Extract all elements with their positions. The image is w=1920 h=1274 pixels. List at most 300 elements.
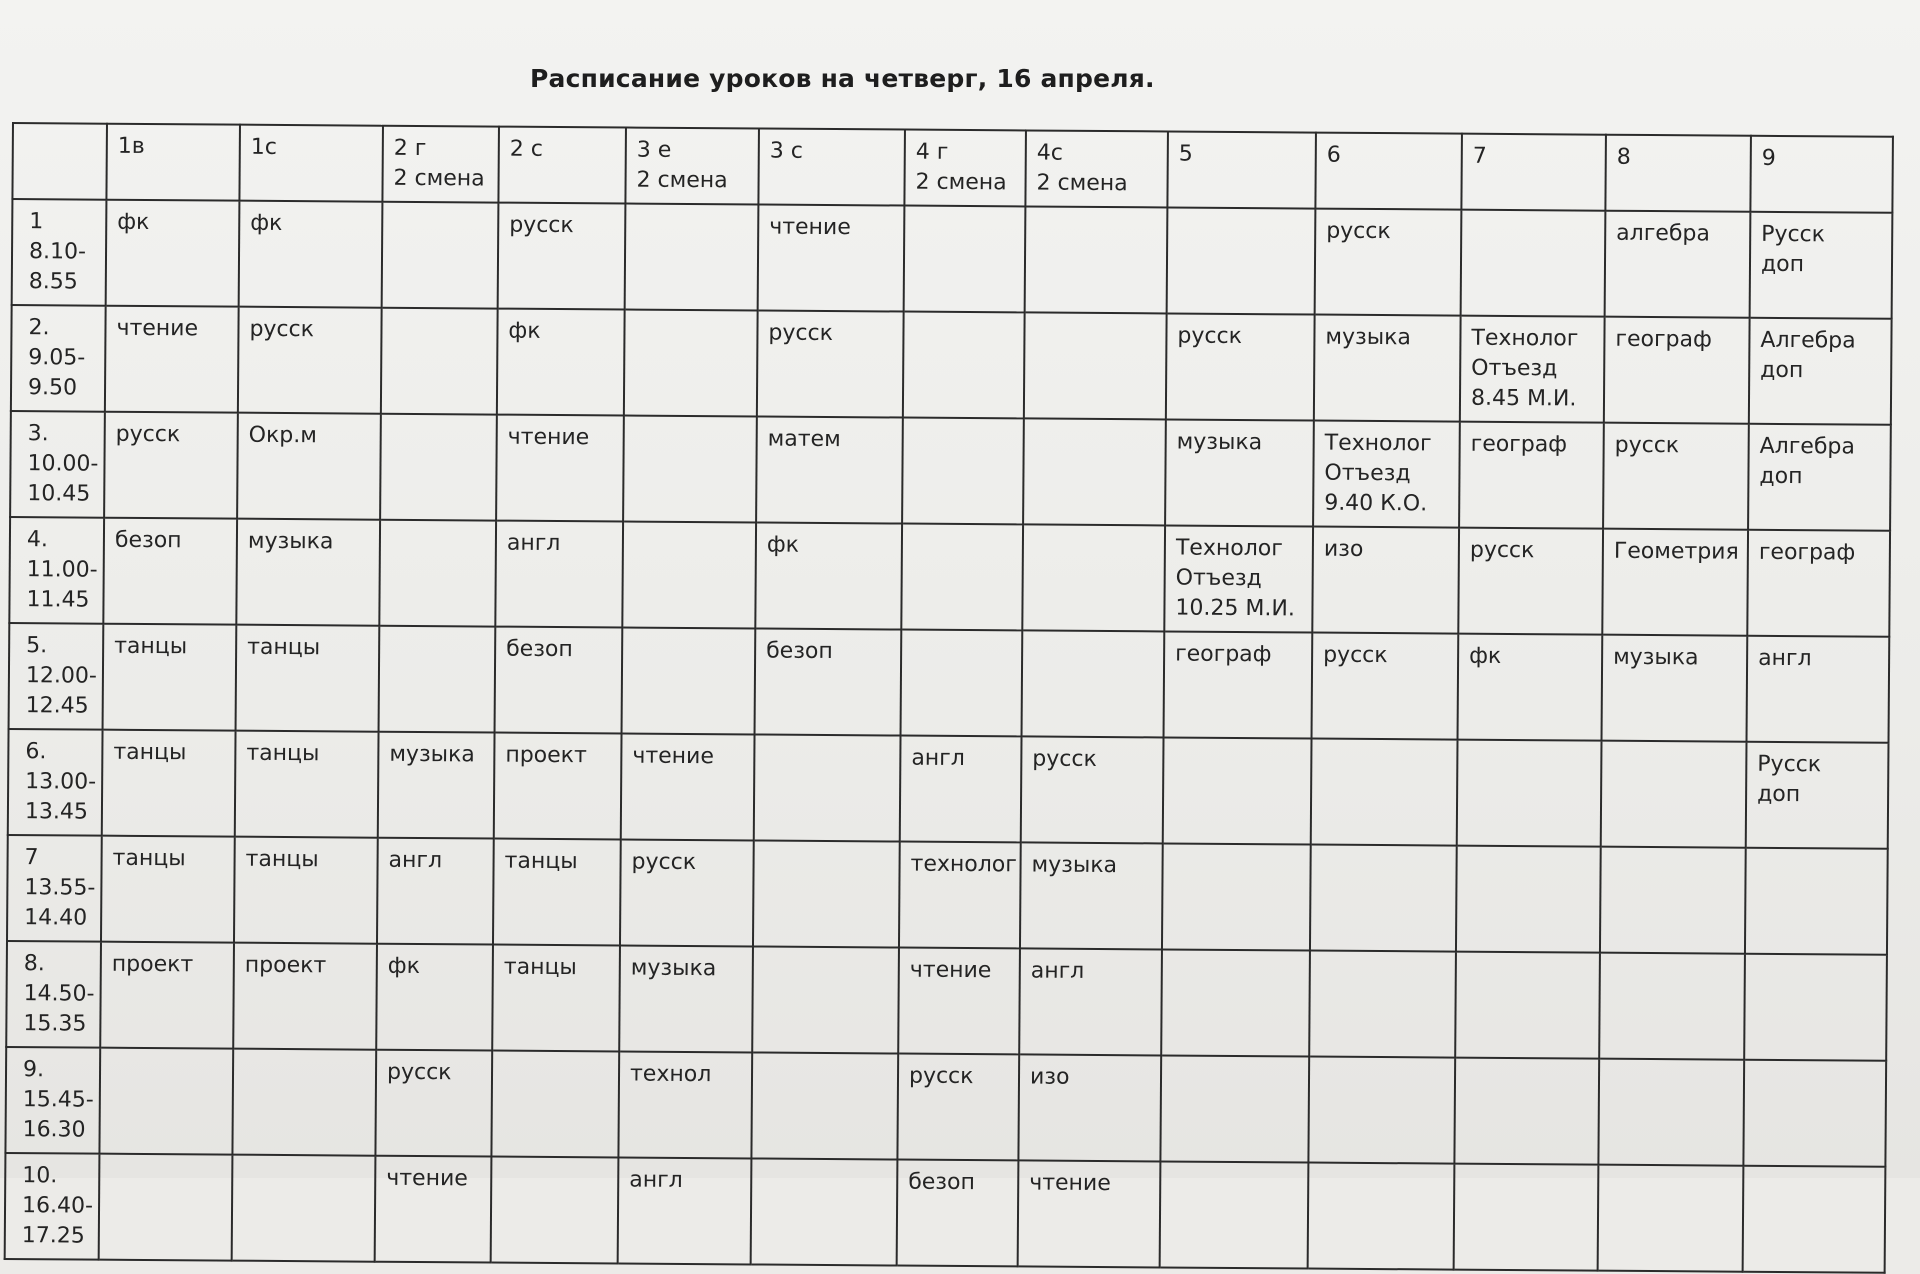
lesson-cell	[1314, 315, 1461, 422]
lesson-cell	[756, 416, 903, 523]
lesson-cell	[379, 626, 496, 733]
lesson-text	[243, 1163, 364, 1164]
lesson-text	[1172, 1064, 1298, 1065]
lesson-text: танцы	[114, 633, 188, 660]
lesson-time-cell	[6, 941, 101, 1048]
lesson-cell	[1311, 739, 1458, 846]
lesson-start: 9.05-	[28, 345, 86, 371]
lesson-cell	[1746, 742, 1889, 849]
lesson-text: географ	[1470, 431, 1568, 458]
table-row	[7, 835, 1888, 955]
lesson-cell	[1166, 313, 1315, 420]
lesson-cell	[1461, 210, 1606, 317]
lesson-cell	[751, 1158, 898, 1265]
lesson-text: безоп	[766, 638, 833, 665]
column-header-line2: 2 смена	[636, 167, 728, 194]
lesson-cell	[1459, 422, 1604, 529]
lesson-cell	[625, 203, 759, 310]
lesson-text: безоп	[506, 636, 573, 663]
lesson-text: доп	[1757, 781, 1801, 808]
lesson-text: музыка	[1613, 644, 1699, 671]
lesson-text: англ	[1758, 645, 1812, 672]
lesson-cell	[902, 418, 1024, 525]
lesson-start: 16.40-	[21, 1193, 94, 1219]
lesson-text: Отъезд	[1175, 565, 1262, 592]
lesson-text: чтение	[507, 424, 590, 451]
lesson-end: 12.45	[25, 693, 89, 719]
lesson-cell	[898, 948, 1020, 1055]
lesson-text: танцы	[246, 740, 320, 767]
lesson-cell	[623, 415, 757, 522]
lesson-text	[636, 212, 747, 213]
table-row	[11, 305, 1892, 425]
column-header	[382, 126, 499, 203]
lesson-cell	[1309, 951, 1456, 1058]
table-row	[5, 1047, 1886, 1167]
lesson-text: Алгебра	[1759, 433, 1855, 460]
lesson-text	[1321, 959, 1445, 960]
lesson-cell	[1454, 1058, 1599, 1165]
lesson-text	[914, 426, 1013, 427]
table-row	[8, 729, 1889, 849]
lesson-cell	[101, 836, 235, 943]
lesson-cell	[1312, 633, 1459, 740]
lesson-cell	[752, 946, 899, 1053]
lesson-cell	[104, 412, 238, 519]
lesson-cell	[1161, 949, 1310, 1056]
lesson-text: русск	[1469, 537, 1535, 564]
lesson-text: Геометрия	[1613, 538, 1739, 565]
lesson-cell	[1023, 418, 1166, 525]
lesson-time-cell	[5, 1047, 100, 1154]
lesson-text: музыка	[1031, 852, 1118, 879]
page-title: Расписание уроков на четверг, 16 апреля.	[530, 64, 1155, 93]
lesson-text	[1174, 746, 1300, 747]
column-header-line1: 2 с	[509, 136, 543, 162]
lesson-cell	[754, 734, 901, 841]
lesson-cell	[105, 306, 239, 413]
lesson-cell	[1748, 424, 1891, 531]
lesson-cell	[901, 630, 1023, 737]
lesson-text: Технолог	[1175, 535, 1283, 562]
lesson-text	[1465, 1172, 1587, 1173]
lesson-cell	[1747, 530, 1890, 637]
lesson-text: технол	[629, 1061, 712, 1088]
lesson-text: фк	[250, 210, 283, 236]
lesson-text: географ	[1175, 641, 1272, 668]
column-header-line1: 6	[1326, 142, 1341, 168]
lesson-text	[1612, 749, 1735, 750]
lesson-text: чтение	[386, 1165, 468, 1192]
lesson-end: 15.35	[23, 1011, 87, 1037]
lesson-cell	[1165, 419, 1314, 526]
lesson-text	[1034, 533, 1154, 534]
column-header-line1: 4с	[1036, 140, 1063, 166]
lesson-text: русск	[386, 1059, 452, 1086]
lesson-cell	[235, 731, 379, 838]
lesson-time-cell	[12, 199, 107, 306]
lesson-text	[392, 422, 486, 423]
lesson-text: музыка	[1325, 324, 1412, 351]
lesson-text: доп	[1760, 357, 1804, 384]
lesson-cell	[232, 1155, 376, 1262]
lesson-num: 6.	[25, 739, 47, 765]
lesson-text: Технолог	[1471, 325, 1579, 352]
lesson-text: доп	[1760, 251, 1805, 278]
lesson-text: чтение	[632, 743, 715, 770]
lesson-text	[391, 528, 485, 529]
lesson-cell	[1455, 952, 1600, 1059]
column-header-line1: 3 е	[636, 137, 672, 163]
lesson-cell	[100, 942, 234, 1049]
lesson-text	[915, 320, 1014, 321]
lesson-text	[912, 638, 1011, 639]
lesson-cell	[1743, 1060, 1886, 1167]
lesson-cell	[622, 627, 756, 734]
lesson-time-cell	[9, 517, 104, 624]
lesson-text	[763, 1061, 887, 1062]
lesson-text: русск	[768, 320, 834, 347]
column-header	[1750, 136, 1893, 213]
table-row	[5, 1153, 1886, 1273]
lesson-cell	[1458, 528, 1603, 635]
lesson-text: чтение	[909, 957, 992, 984]
lesson-cell	[239, 201, 383, 308]
lesson-cell	[375, 1050, 492, 1157]
lesson-text	[913, 532, 1012, 533]
lesson-text	[1178, 216, 1304, 217]
lesson-cell	[496, 415, 624, 522]
lesson-cell	[375, 1156, 492, 1263]
lesson-text: Русск	[1761, 221, 1826, 248]
lesson-cell	[376, 944, 493, 1051]
lesson-text	[503, 1059, 608, 1060]
column-header	[239, 125, 383, 202]
column-header	[625, 128, 759, 205]
column-header	[904, 130, 1026, 207]
lesson-end: 16.30	[22, 1117, 86, 1143]
lesson-cell	[1018, 1054, 1161, 1161]
column-header-line2	[24, 131, 96, 132]
lesson-text: изо	[1029, 1064, 1070, 1090]
lesson-text: музыка	[247, 528, 334, 555]
lesson-time-cell	[7, 835, 102, 942]
lesson-cell	[495, 627, 623, 734]
lesson-cell	[1018, 1160, 1161, 1267]
lesson-text	[1472, 218, 1594, 219]
lesson-text	[633, 636, 744, 637]
lesson-cell	[755, 522, 902, 629]
lesson-end: 11.45	[26, 587, 90, 613]
lesson-text: Окр.м	[248, 422, 317, 449]
lesson-cell	[622, 521, 756, 628]
lesson-cell	[620, 839, 754, 946]
lesson-text: англ	[911, 745, 965, 772]
lesson-time-cell	[9, 623, 104, 730]
lesson-text: безоп	[908, 1169, 975, 1196]
lesson-cell	[99, 1048, 233, 1155]
lesson-cell	[1313, 421, 1460, 528]
lesson-cell	[904, 206, 1026, 313]
lesson-cell	[1745, 848, 1888, 955]
lesson-cell	[1460, 316, 1605, 423]
column-header-line1: 7	[1472, 143, 1487, 169]
column-header	[1167, 131, 1316, 208]
lesson-text: фк	[1469, 643, 1502, 669]
column-header-line1: 1в	[117, 133, 145, 159]
lesson-text	[765, 849, 889, 850]
lesson-text: англ	[1030, 958, 1085, 984]
column-header	[1605, 135, 1751, 212]
lesson-cell	[103, 624, 237, 731]
lesson-text: русск	[1326, 218, 1391, 245]
schedule-table	[4, 122, 1894, 1274]
lesson-time-cell	[11, 305, 106, 412]
lesson-end: 17.25	[21, 1223, 85, 1249]
lesson-cell	[1312, 527, 1459, 634]
lesson-start: 8.10-	[28, 239, 87, 265]
lesson-text	[1468, 854, 1590, 855]
lesson-cell	[1599, 953, 1745, 1060]
lesson-cell	[380, 414, 497, 521]
lesson-cell	[1022, 630, 1165, 737]
lesson-text: проект	[244, 952, 327, 979]
lesson-cell	[381, 308, 498, 415]
lesson-num: 5.	[26, 633, 48, 659]
column-header-line1: 9	[1761, 145, 1776, 171]
lesson-end: 8.55	[28, 269, 78, 295]
lesson-text	[393, 210, 487, 211]
lesson-text	[1612, 855, 1735, 856]
lesson-text: 10.25 М.И.	[1175, 595, 1295, 622]
lesson-text: музыка	[630, 955, 717, 982]
lesson-cell	[1600, 847, 1746, 954]
column-header-line2: 2 смена	[1036, 170, 1128, 197]
column-header-line1	[24, 131, 96, 132]
lesson-cell	[1603, 423, 1749, 530]
lesson-text	[393, 316, 487, 317]
lesson-start: 11.00-	[26, 557, 98, 583]
lesson-cell	[621, 733, 755, 840]
lesson-cell	[493, 839, 621, 946]
lesson-cell	[901, 524, 1023, 631]
lesson-cell	[1598, 1165, 1744, 1272]
lesson-text	[111, 1056, 222, 1057]
lesson-cell	[1167, 207, 1316, 314]
lesson-text	[1171, 1170, 1297, 1171]
lesson-text: фк	[766, 532, 800, 558]
lesson-text: танцы	[504, 848, 578, 875]
lesson-text	[1174, 852, 1300, 853]
lesson-cell	[618, 1051, 752, 1158]
lesson-cell	[1164, 525, 1313, 632]
lesson-cell	[1747, 636, 1890, 743]
lesson-text	[1036, 215, 1156, 216]
lesson-cell	[1024, 312, 1167, 419]
lesson-text	[1755, 1068, 1875, 1069]
lesson-cell	[492, 945, 620, 1052]
lesson-text: географ	[1758, 539, 1856, 566]
lesson-text: англ	[629, 1167, 683, 1193]
lesson-start: 13.00-	[25, 769, 97, 795]
lesson-cell	[899, 842, 1021, 949]
lesson-text: Отъезд	[1471, 355, 1558, 382]
lesson-cell	[1602, 635, 1748, 742]
schedule-body	[5, 199, 1893, 1273]
lesson-text: русск	[249, 316, 315, 343]
lesson-text: англ	[388, 847, 443, 874]
lesson-text	[1609, 1173, 1732, 1174]
lesson-cell	[237, 413, 381, 520]
lesson-cell	[753, 840, 900, 947]
lesson-cell	[1025, 206, 1168, 313]
lesson-text	[1754, 1174, 1874, 1175]
lesson-start: 13.55-	[24, 875, 96, 901]
lesson-cell	[377, 838, 494, 945]
lesson-cell	[1743, 1166, 1886, 1273]
lesson-time-cell	[10, 411, 105, 518]
lesson-cell	[1744, 954, 1887, 1061]
lesson-text: безоп	[114, 527, 182, 554]
lesson-cell	[1160, 1055, 1309, 1162]
lesson-text: русск	[115, 421, 181, 448]
lesson-text: танцы	[112, 845, 186, 872]
column-header-line1: 5	[1178, 141, 1193, 167]
lesson-text: танцы	[503, 954, 577, 981]
lesson-cell	[757, 310, 904, 417]
header-row	[12, 123, 1893, 213]
lesson-end: 9.50	[27, 375, 78, 401]
column-header	[1025, 130, 1168, 207]
lesson-text	[1322, 853, 1446, 854]
lesson-cell	[618, 1157, 752, 1264]
lesson-cell	[1021, 736, 1164, 843]
lesson-cell	[236, 519, 380, 626]
column-header-line1: 1с	[250, 134, 278, 160]
lesson-text: русск	[1177, 323, 1243, 350]
lesson-text: изо	[1323, 536, 1364, 562]
column-header-line1: 8	[1616, 144, 1631, 170]
lesson-text	[1757, 856, 1877, 857]
lesson-cell	[900, 736, 1022, 843]
lesson-text	[110, 1162, 221, 1163]
lesson-text	[1756, 962, 1876, 963]
lesson-start: 10.00-	[27, 451, 99, 477]
table-row	[9, 623, 1890, 743]
lesson-text: Отъезд	[1324, 460, 1411, 487]
lesson-text: танцы	[113, 739, 187, 766]
lesson-cell	[1315, 209, 1462, 316]
lesson-end: 14.40	[24, 905, 88, 931]
lesson-text: чтение	[769, 214, 851, 241]
lesson-text: географ	[1615, 326, 1712, 353]
lesson-cell	[1604, 317, 1750, 424]
lesson-text	[1033, 638, 1153, 639]
lesson-text: танцы	[247, 634, 321, 661]
lesson-cell	[102, 730, 236, 837]
header-corner-cell	[12, 123, 107, 200]
lesson-cell	[1750, 212, 1893, 319]
lesson-num: 2.	[28, 315, 50, 341]
lesson-cell	[494, 733, 622, 840]
lesson-num: 4.	[26, 527, 49, 553]
lesson-cell	[1020, 842, 1163, 949]
lesson-text	[502, 1165, 607, 1166]
lesson-num: 1	[29, 209, 44, 235]
lesson-cell	[1310, 845, 1457, 952]
lesson-end: 13.45	[24, 799, 89, 825]
lesson-cell	[1457, 740, 1602, 847]
lesson-time-cell	[5, 1153, 100, 1260]
lesson-cell	[624, 309, 758, 416]
lesson-cell	[103, 518, 237, 625]
lesson-start: 12.00-	[25, 663, 97, 689]
lesson-cell	[1598, 1059, 1744, 1166]
lesson-cell	[755, 628, 902, 735]
lesson-text: фк	[117, 209, 150, 236]
lesson-text: танцы	[245, 846, 319, 873]
lesson-text	[1035, 427, 1155, 428]
lesson-cell	[1458, 634, 1603, 741]
lesson-text: Алгебра	[1760, 327, 1856, 354]
lesson-text	[636, 318, 747, 319]
lesson-text: 8.45 М.И.	[1470, 385, 1577, 412]
lesson-start: 14.50-	[23, 981, 95, 1007]
lesson-cell	[1456, 846, 1601, 953]
lesson-text	[1610, 1067, 1733, 1068]
lesson-text	[1611, 961, 1734, 962]
lesson-cell	[1164, 631, 1313, 738]
column-header	[498, 127, 626, 204]
lesson-cell	[106, 200, 240, 307]
column-header-line1: 3 с	[769, 138, 803, 164]
lesson-end: 10.45	[27, 481, 91, 507]
lesson-text	[635, 424, 746, 425]
lesson-text: матем	[767, 426, 841, 453]
column-header-line2: 2 смена	[393, 165, 485, 192]
lesson-text: музыка	[389, 741, 475, 768]
lesson-cell	[232, 1049, 376, 1156]
lesson-cell	[897, 1160, 1019, 1267]
lesson-cell	[751, 1052, 898, 1159]
table-row	[12, 199, 1893, 319]
lesson-text	[634, 530, 745, 531]
lesson-cell	[378, 732, 495, 839]
lesson-text	[1173, 958, 1299, 959]
lesson-cell	[99, 1154, 233, 1261]
lesson-text	[390, 634, 484, 635]
lesson-cell	[1749, 318, 1892, 425]
lesson-time-cell	[8, 729, 103, 836]
lesson-cell	[491, 1157, 619, 1264]
lesson-text: англ	[506, 530, 561, 557]
lesson-text: русск	[631, 849, 697, 876]
lesson-text	[1322, 747, 1446, 748]
lesson-text: 9.40 К.О.	[1324, 490, 1428, 517]
lesson-text: фк	[508, 318, 541, 344]
lesson-text	[1468, 748, 1590, 749]
lesson-cell	[1601, 741, 1747, 848]
lesson-cell	[1605, 211, 1751, 318]
lesson-cell	[1019, 948, 1162, 1055]
column-header	[1461, 134, 1606, 211]
lesson-text: русск	[509, 212, 574, 239]
lesson-num: 8.	[23, 951, 45, 977]
lesson-num: 10.	[22, 1163, 58, 1189]
lesson-text: русск	[1032, 746, 1097, 772]
lesson-text: проект	[505, 742, 587, 769]
lesson-text: Технолог	[1324, 430, 1432, 457]
